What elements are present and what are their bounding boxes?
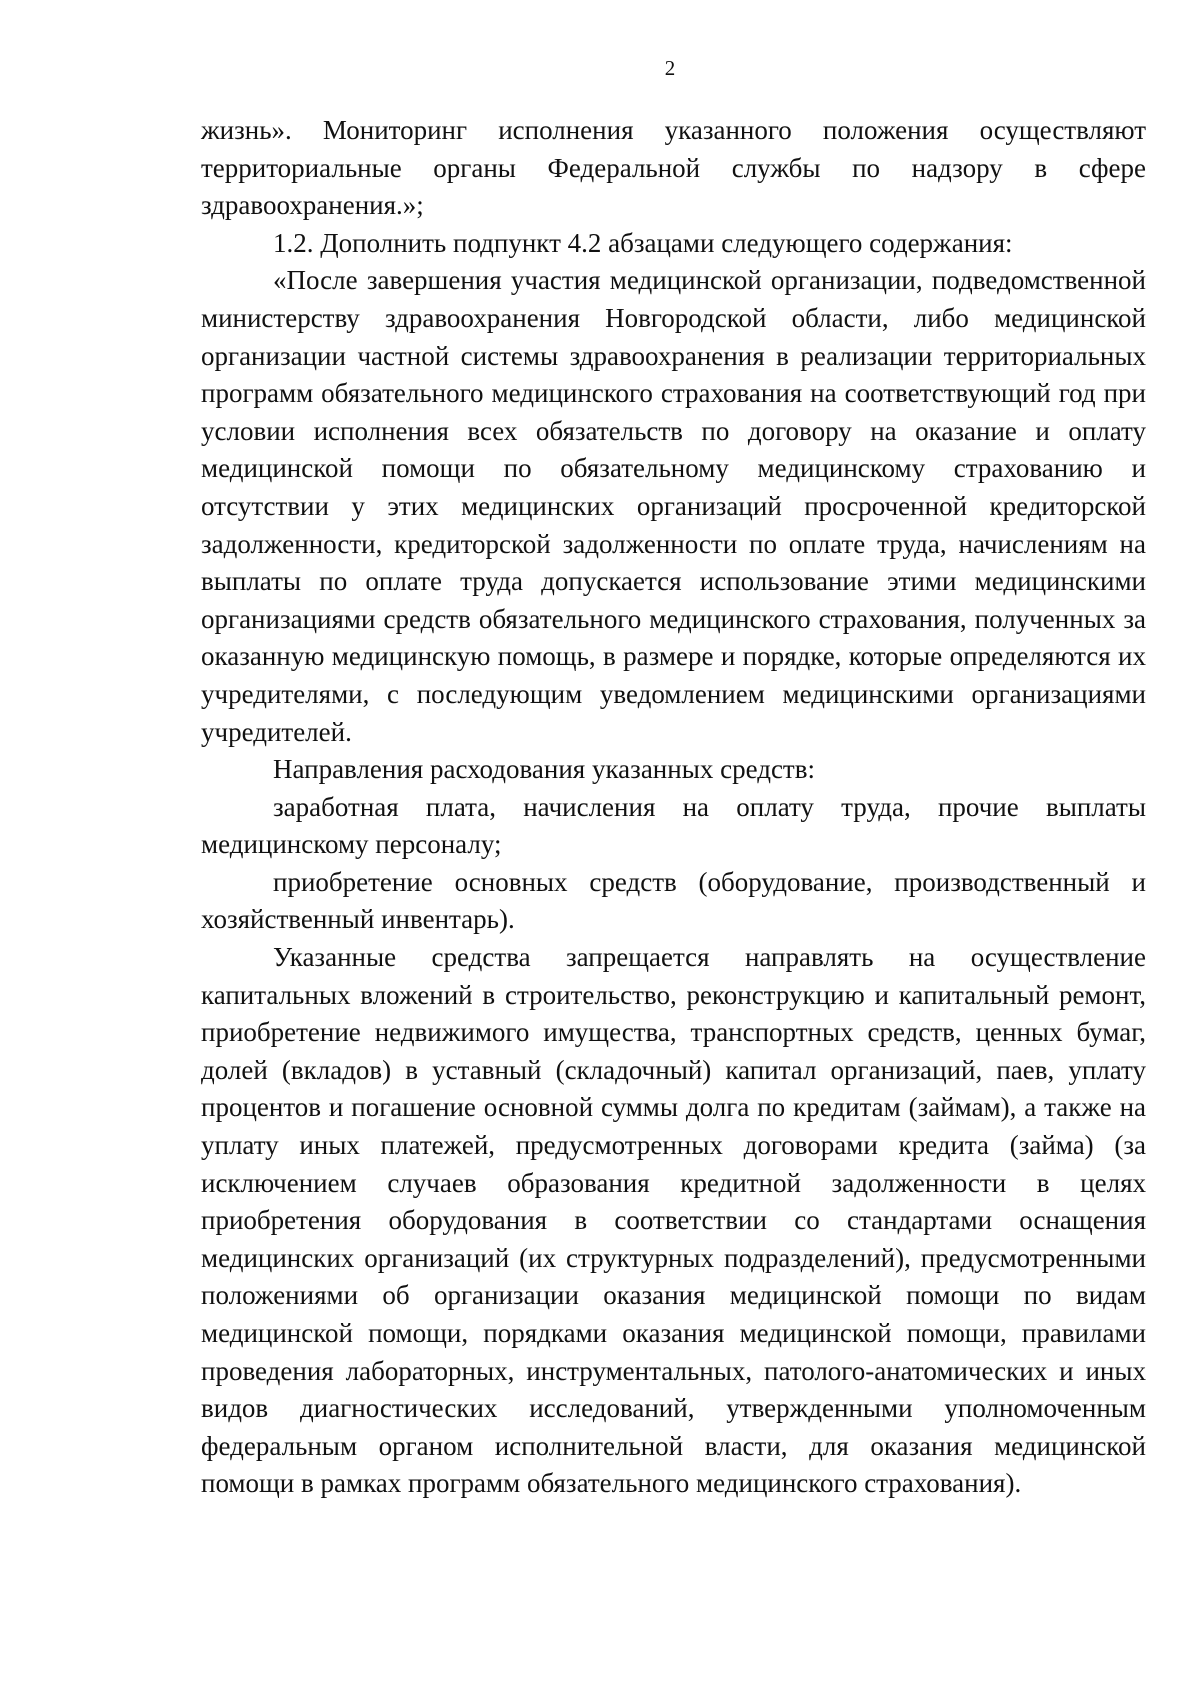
document-body [201, 112, 1146, 1503]
paragraph-continuation: жизнь». Мониторинг исполнения указанного положения осуществляют территориальные органы Федеральной службы по надзору в сфере здравоохранения.»; [201, 115, 1146, 221]
paragraph-salary: заработная плата, начисления на оплату труда, прочие выплаты медицинскому персоналу; [201, 791, 1146, 860]
paragraph-spending-directions: Направления расходования указанных средств: [273, 754, 815, 785]
paragraph-after-completion: «После завершения участия медицинской организации, подведомственной министерству здравоохранения Новгородской области, либо медицинской организации частной системы здравоохранения в реализации территориальных программ обязательного медицинского страхования на соответствующий год при условии исполнения всех обязательств по договору на оказание и оплату медицинской помощи по обязательному медицинскому страхованию и отсутствии у этих медицинских организаций просроченной кредиторской задолженности, кредиторской задолженности по оплате труда, начислениям на выплаты по оплате труда допускается использование этими медицинскими организациями средств обязательного медицинского страхования, полученных за оказанную медицинскую помощь, в размере и порядке, которые определяются их учредителями, с последующим уведомлением медицинскими организациями учредителей. [201, 265, 1146, 747]
paragraph-clause-1-2: 1.2. Дополнить подпункт 4.2 абзацами следующего содержания: [273, 227, 1013, 258]
paragraph-fixed-assets: приобретение основных средств (оборудование, производственный и хозяйственный инвентарь). [201, 866, 1146, 935]
paragraph-prohibitions: Указанные средства запрещается направлять на осуществление капитальных вложений в строительство, реконструкцию и капитальный ремонт, приобретение недвижимого имущества, транспортных средств, ценных бумаг, долей (вкладов) в уставный (складочный) капитал организаций, паев, уплату процентов и погашение основной суммы долга по кредитам (займам), а также на уплату иных платежей, предусмотренных договорами кредита (займа) (за исключением случаев образования кредитной задолженности в целях приобретения оборудования в соответствии со стандартами оснащения медицинских организаций (их структурных подразделений), предусмотренными положениями об организации оказания медицинской помощи по видам медицинской помощи, порядками оказания медицинской помощи, правилами проведения лабораторных, инструментальных, патолого-анатомических и иных видов диагностических исследований, утвержденными уполномоченным федеральным органом исполнительной власти, для оказания медицинской помощи в рамках программ обязательного медицинского страхования). [201, 942, 1146, 1499]
page-number: 2 [664, 56, 676, 80]
